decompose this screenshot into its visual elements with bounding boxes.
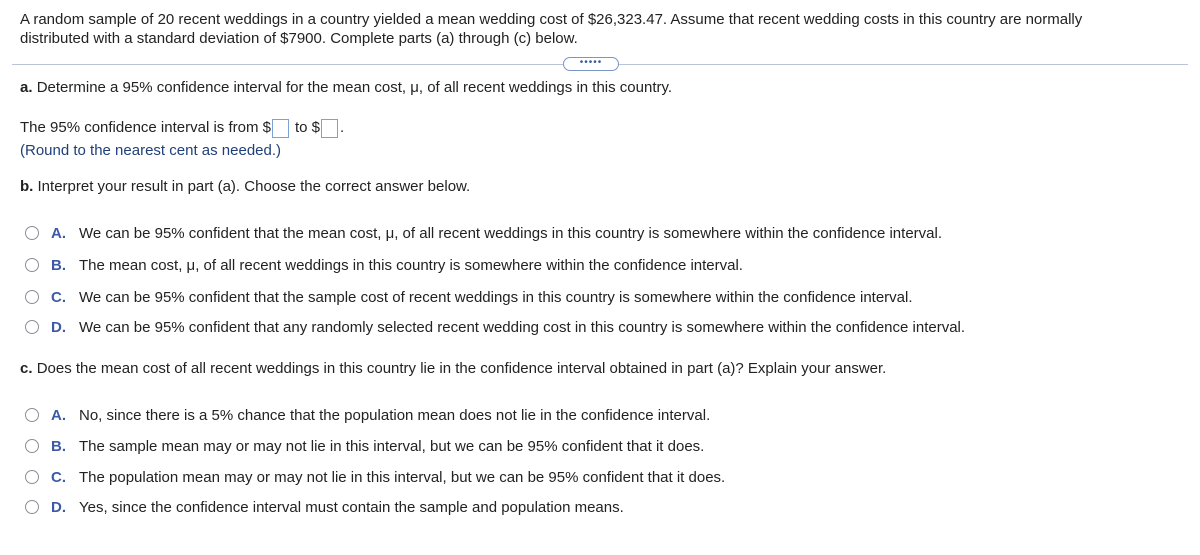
option-text: The population mean may or may not lie in this interval, but we can be 95% confident that it does. — [79, 468, 726, 486]
part-c-option-d[interactable] — [25, 497, 624, 517]
part-a-text: Determine a 95% confidence interval for the mean cost, μ, of all recent weddings in this country. — [36, 79, 673, 96]
rounding-hint: (Round to the nearest cent as needed.) — [20, 142, 282, 159]
option-text: We can be 95% confident that any randomly selected recent wedding cost in this country is somewhere within the confidence interval. — [79, 318, 966, 336]
upper-bound-input[interactable] — [321, 119, 338, 138]
part-b-letter: b. — [20, 178, 34, 195]
option-text: We can be 95% confident that the mean cost, μ, of all recent weddings in this country is somewhere within the confidence interval. — [79, 224, 942, 242]
option-letter: D. — [51, 498, 66, 516]
part-c-letter: c. — [20, 360, 33, 377]
part-c-question — [20, 359, 886, 378]
problem-statement — [20, 10, 1180, 48]
confidence-interval-line — [20, 118, 344, 138]
radio-button-icon[interactable] — [25, 320, 39, 334]
radio-button-icon[interactable] — [25, 470, 39, 484]
expand-button[interactable]: ••••• — [563, 57, 619, 71]
problem-statement-line-1: A random sample of 20 recent weddings in a country yielded a mean wedding cost of $26,323.47. Assume that recent wedding costs in this country are normally — [20, 11, 1083, 28]
part-b-option-b[interactable] — [25, 255, 743, 275]
part-b-text: Interpret your result in part (a). Choose the correct answer below. — [37, 178, 471, 195]
option-text: Yes, since the confidence interval must contain the sample and population means. — [79, 498, 624, 516]
radio-button-icon[interactable] — [25, 500, 39, 514]
option-text: The sample mean may or may not lie in this interval, but we can be 95% confident that it does. — [79, 437, 705, 455]
radio-button-icon[interactable] — [25, 408, 39, 422]
part-b-option-c[interactable] — [25, 287, 913, 307]
lower-bound-input[interactable] — [272, 119, 289, 138]
interval-prefix: The 95% confidence interval is from $ — [20, 119, 271, 136]
radio-button-icon[interactable] — [25, 226, 39, 240]
radio-button-icon[interactable] — [25, 439, 39, 453]
interval-middle: to $ — [294, 119, 320, 136]
option-letter: B. — [51, 437, 66, 455]
option-text: We can be 95% confident that the sample cost of recent weddings in this country is somewhere within the confidence interval. — [79, 288, 913, 306]
interval-suffix: . — [340, 119, 345, 136]
radio-button-icon[interactable] — [25, 290, 39, 304]
part-a-letter: a. — [20, 79, 33, 96]
option-letter: D. — [51, 318, 66, 336]
part-b-question — [20, 177, 470, 196]
part-a-question — [20, 78, 672, 97]
part-b-option-d[interactable] — [25, 317, 965, 337]
problem-statement-line-2: distributed with a standard deviation of $7900. Complete parts (a) through (c) below. — [20, 30, 578, 47]
part-c-text: Does the mean cost of all recent weddings in this country lie in the confidence interval obtained in part (a)? Explain your answer. — [36, 360, 887, 377]
radio-button-icon[interactable] — [25, 258, 39, 272]
part-c-option-b[interactable] — [25, 436, 704, 456]
option-letter: B. — [51, 256, 66, 274]
option-text: The mean cost, μ, of all recent weddings in this country is somewhere within the confidence interval. — [79, 256, 743, 274]
option-letter: C. — [51, 468, 66, 486]
option-text: No, since there is a 5% chance that the population mean does not lie in the confidence interval. — [79, 406, 711, 424]
part-c-option-c[interactable] — [25, 467, 725, 487]
option-letter: C. — [51, 288, 66, 306]
part-c-option-a[interactable] — [25, 405, 710, 425]
option-letter: A. — [51, 224, 66, 242]
option-letter: A. — [51, 406, 66, 424]
part-b-option-a[interactable] — [25, 223, 942, 243]
